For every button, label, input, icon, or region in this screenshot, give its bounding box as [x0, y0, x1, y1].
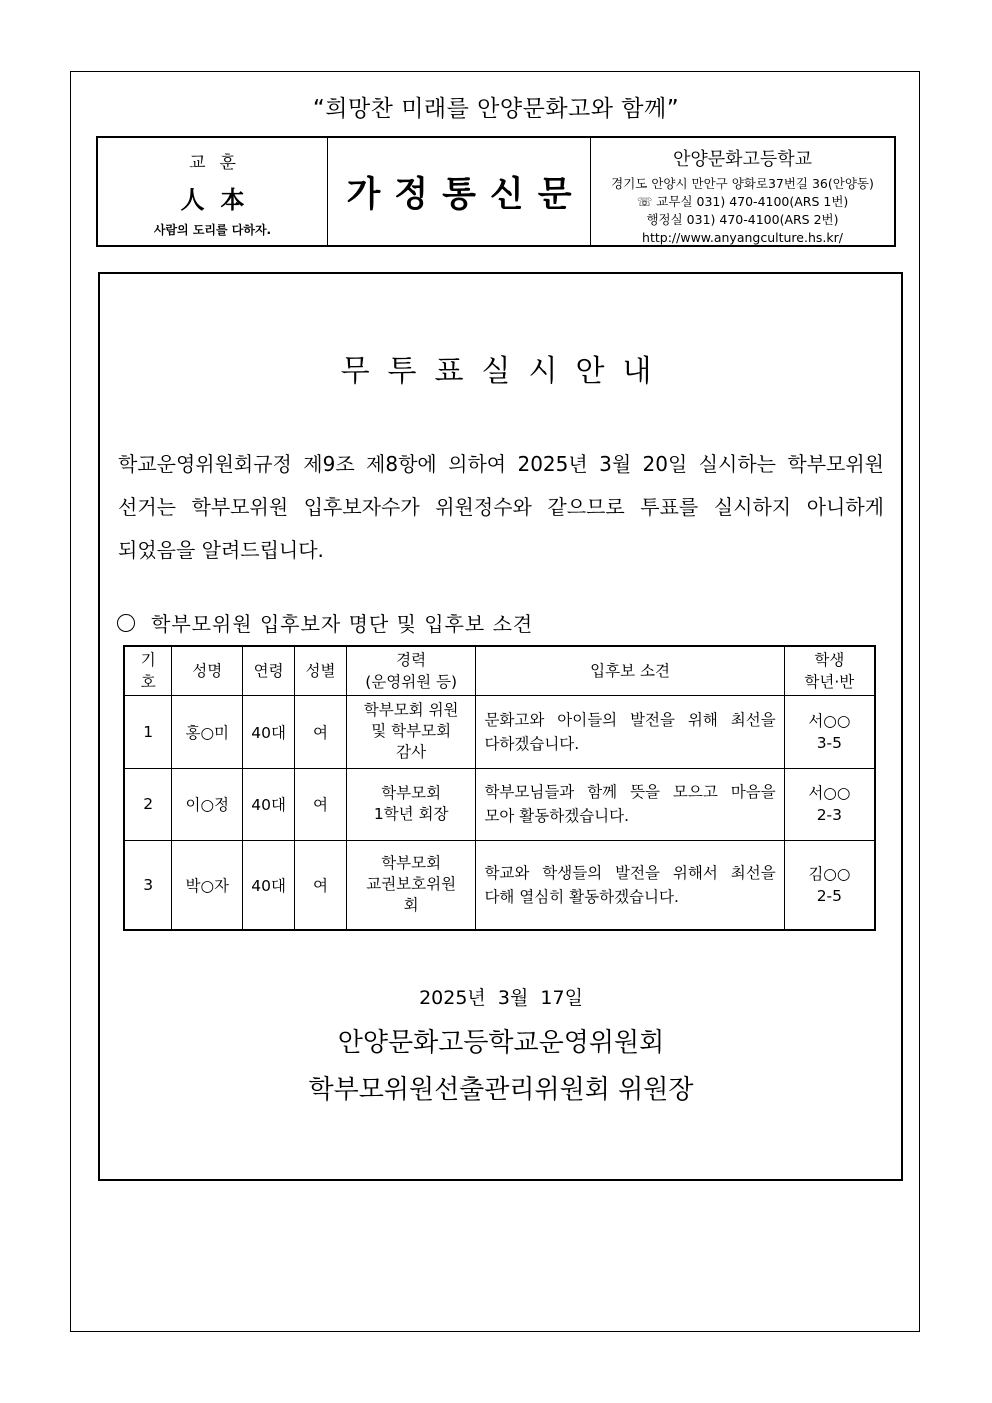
student-class: 3-5 [816, 733, 843, 752]
motto-main: 人本 [180, 185, 261, 214]
cell-student [784, 695, 875, 768]
notice-paragraph: 학교운영위원회규정 제9조 제8항에 의하여 2025년 3월 20일 실시하는 학부모위원 선거는 학부모위원 입후보자수가 위원정수와 같으므로 투표를 실시하지 아니하게 되었음을 알려드립니다. [118, 452, 884, 562]
cell-name: 홍○미 [172, 695, 243, 768]
career-line: 학부모회 [381, 854, 442, 873]
phone-admin: 행정실 031) 470-4100(ARS 2번) [646, 212, 839, 227]
phone-academic: ☏ 교무실 031) 470-4100(ARS 1번) [636, 194, 849, 209]
cell-age: 40대 [243, 695, 295, 768]
cell-number: 2 [124, 768, 172, 840]
career-line: 학부모회 위원 [363, 701, 459, 719]
header-career-line1: 경력 [396, 650, 427, 669]
career-line: 및 학부모회 [371, 722, 452, 740]
notice-title: 무투표실시안내 [340, 354, 670, 389]
cell-gender: 여 [295, 768, 347, 840]
cell-career [346, 768, 476, 840]
cell-career [346, 695, 476, 768]
notice-date: 2025년 3월 17일 [419, 987, 583, 1009]
motto-subtitle: 사람의 도리를 다하자. [153, 223, 272, 237]
table-row [124, 768, 875, 840]
header-statement: 입후보 소견 [476, 646, 784, 695]
header-name: 성명 [172, 646, 243, 695]
section-heading-text: 학부모위원 입후보자 명단 및 입후보 소견 [151, 612, 534, 636]
cell-career [346, 840, 476, 930]
cell-statement: 문화고와 아이들의 발전을 위해 최선을 다하겠습니다. [476, 695, 784, 768]
header-student-line1: 학생 [814, 650, 845, 669]
career-line: 회 [403, 896, 419, 915]
cell-name: 이○정 [172, 768, 243, 840]
school-address: 경기도 안양시 만안구 양화로37번길 36(안양동) [611, 176, 874, 191]
school-website-link[interactable]: http://www.anyangculture.hs.kr/ [642, 230, 843, 245]
cell-age: 40대 [243, 840, 295, 930]
cell-number: 3 [124, 840, 172, 930]
table-header-row [124, 646, 875, 695]
header-career [346, 646, 476, 695]
cell-gender: 여 [295, 840, 347, 930]
cell-student [784, 840, 875, 930]
table-row [124, 695, 875, 768]
header-number-line1: 기 [140, 650, 156, 669]
cell-age: 40대 [243, 768, 295, 840]
motto-label: 교훈 [189, 153, 250, 173]
cell-number: 1 [124, 695, 172, 768]
student-class: 2-3 [816, 806, 843, 824]
cell-gender: 여 [295, 695, 347, 768]
newsletter-title: 가정통신문 [328, 138, 591, 245]
cell-student [784, 768, 875, 840]
letterhead [96, 136, 896, 247]
school-name: 안양문화고등학교 [672, 149, 813, 170]
header-number [124, 646, 172, 695]
candidate-table [123, 645, 876, 931]
career-line: 감사 [396, 743, 427, 761]
cell-name: 박○자 [172, 840, 243, 930]
career-line: 1학년 회장 [373, 805, 449, 823]
issuer-committee: 안양문화고등학교운영위원회 [337, 1028, 665, 1058]
student-name: 서○○ [808, 711, 851, 730]
school-motto [98, 138, 328, 245]
table-row [124, 840, 875, 930]
cell-statement: 학교와 학생들의 발전을 위해서 최선을 다해 열심히 활동하겠습니다. [476, 840, 784, 930]
header-career-line2: (운영위원 등) [365, 672, 458, 691]
section-heading [117, 608, 533, 637]
student-class: 2-5 [816, 886, 843, 905]
student-name: 서○○ [808, 784, 851, 802]
header-student [784, 646, 875, 695]
career-line: 교권보호위원 [366, 875, 457, 894]
issuer-chairperson: 학부모위원선출관리위원회 위원장 [308, 1075, 694, 1105]
header-student-line2: 학년·반 [804, 672, 855, 691]
header-age: 연령 [243, 646, 295, 695]
career-line: 학부모회 [381, 784, 442, 802]
header-gender: 성별 [295, 646, 347, 695]
circle-bullet-icon [117, 614, 135, 632]
cell-statement: 학부모님들과 함께 뜻을 모으고 마음을 모아 활동하겠습니다. [476, 768, 784, 840]
student-name: 김○○ [808, 864, 851, 883]
school-info [591, 138, 894, 245]
header-number-line2: 호 [140, 672, 156, 691]
slogan: “희망찬 미래를 안양문화고와 함께” [312, 96, 680, 122]
